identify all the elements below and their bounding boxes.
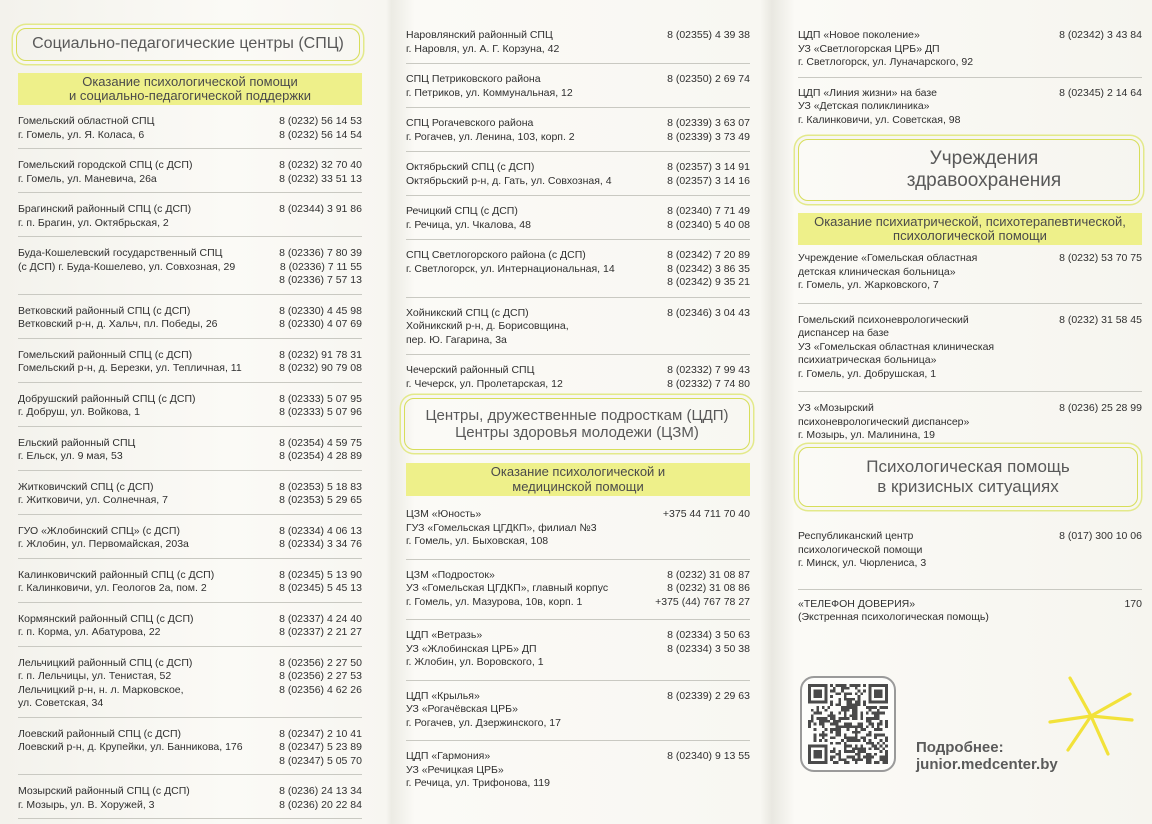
- entry-phones: [279, 159, 362, 186]
- list-item: [18, 515, 362, 559]
- list-item: [18, 559, 362, 603]
- phone-number[interactable]: 8 (02342) 3 86 35: [667, 262, 750, 275]
- entry-address: [406, 690, 667, 731]
- entry-address: [406, 73, 667, 100]
- entry-line: г. Гомель, ул. Маневича, 26а: [18, 172, 157, 185]
- entry-line: Гомельский городской СПЦ (с ДСП): [18, 159, 193, 171]
- entry-line: г. п. Корма, ул. Абатурова, 22: [18, 626, 161, 638]
- phone-number[interactable]: 8 (0232) 33 51 13: [279, 172, 362, 185]
- column-spc: [14, 0, 364, 824]
- entry-line: г. Гомель, ул. Добрушская, 1: [798, 367, 937, 380]
- list-item: [798, 29, 1142, 78]
- entry-line: г. Гомель, ул. Мазурова, 10в, корп. 1: [406, 595, 583, 608]
- spc-list-continued: [406, 29, 750, 399]
- phone-number[interactable]: 8 (02353) 5 18 83: [279, 480, 362, 493]
- phone-number[interactable]: 8 (0232) 31 58 45: [1059, 313, 1142, 326]
- entry-line: ГУО «Жлобинский СПЦ» (с ДСП): [18, 524, 180, 537]
- entry-line: Гомельский р-н, д. Березки, ул. Тепличная, 11: [18, 362, 242, 374]
- entry-phones: [667, 205, 750, 232]
- phone-number[interactable]: 8 (02356) 2 27 50: [279, 656, 362, 669]
- list-item: [406, 29, 750, 64]
- entry-phones: [279, 785, 362, 812]
- phone-number[interactable]: 8 (02354) 4 28 89: [279, 450, 362, 462]
- list-item: [406, 240, 750, 298]
- entry-line: Ельский районный СПЦ: [18, 436, 136, 449]
- entry-phones: [279, 613, 362, 640]
- entry-line: г. Рогачев, ул. Ленина, 103, корп. 2: [406, 130, 575, 143]
- crisis-list: [798, 530, 1142, 643]
- section-header-spc-text: Социально-педагогические центры (СПЦ): [32, 35, 344, 53]
- entry-phones: [279, 203, 362, 230]
- phone-number[interactable]: +375 (44) 767 78 27: [655, 595, 750, 608]
- phone-number[interactable]: 8 (02336) 7 57 13: [279, 274, 362, 286]
- phone-number[interactable]: 8 (0232) 32 70 40: [279, 159, 362, 171]
- entry-address: [18, 481, 279, 508]
- entry-address: [18, 247, 279, 288]
- entry-line: ЦЗМ «Подросток»: [406, 568, 495, 581]
- list-item: [406, 620, 750, 681]
- list-item: [406, 196, 750, 240]
- phone-number[interactable]: 8 (02342) 9 35 21: [667, 276, 750, 288]
- phone-number[interactable]: 8 (0236) 24 13 34: [279, 785, 362, 797]
- entry-phones: [279, 305, 362, 332]
- entry-line: Ветковский районный СПЦ (с ДСП): [18, 304, 191, 317]
- list-item: [798, 252, 1142, 304]
- entry-address: [18, 393, 279, 420]
- cdp-list-continued: [798, 29, 1142, 134]
- entry-phones: [1059, 314, 1142, 382]
- entry-address: [406, 117, 667, 144]
- entry-line: Речицкий СПЦ (с ДСП): [406, 205, 518, 217]
- entry-address: [18, 437, 279, 464]
- subheader-spc-line-2: и социально-педагогической поддержки: [69, 88, 311, 103]
- entry-phones: [1059, 530, 1142, 571]
- entry-line: ул. Советская, 34: [18, 697, 104, 709]
- phone-number[interactable]: 8 (02334) 3 34 76: [279, 538, 362, 550]
- entry-line: г. Петриков, ул. Коммунальная, 12: [406, 86, 573, 99]
- phone-number[interactable]: 8 (02332) 7 74 80: [667, 377, 750, 390]
- entry-phones: [1124, 598, 1142, 625]
- entry-line: Буда-Кошелевский государственный СПЦ: [18, 247, 223, 259]
- entry-phones: [279, 393, 362, 420]
- entry-address: [18, 305, 279, 332]
- entry-address: [406, 161, 667, 188]
- column-spc-continued: [402, 0, 754, 824]
- list-item: [18, 149, 362, 193]
- phone-number[interactable]: 8 (02336) 7 11 55: [279, 260, 362, 273]
- entry-line: УЗ «Жлобинская ЦРБ» ДП: [406, 642, 537, 655]
- entry-phones: [667, 307, 750, 348]
- entry-line: ЦДП «Новое поколение»: [798, 29, 920, 41]
- entry-line: г. Гомель, ул. Быховская, 108: [406, 535, 549, 547]
- list-item: [406, 681, 750, 742]
- entry-phones: [667, 249, 750, 290]
- entry-line: г. Светлогорск, ул. Интернациональная, 14: [406, 262, 615, 275]
- phone-number[interactable]: 8 (02334) 3 50 63: [667, 629, 750, 641]
- phone-number[interactable]: 170: [1124, 597, 1142, 610]
- list-item: [18, 427, 362, 471]
- entry-address: [406, 629, 667, 670]
- entry-line: СПЦ Петриковского района: [406, 73, 541, 85]
- entry-line: (Экстренная психологическая помощь): [798, 611, 989, 623]
- entry-address: [798, 598, 1124, 625]
- entry-line: г. п. Лельчицы, ул. Тенистая, 52: [18, 670, 172, 682]
- entry-line: Хойникский р-н, д. Борисовщина,: [406, 320, 569, 332]
- phone-number[interactable]: 8 (02336) 7 80 39: [279, 247, 362, 259]
- entry-line: Лоевский р-н, д. Крупейки, ул. Банникова, 176: [18, 741, 243, 753]
- phone-number[interactable]: 8 (02357) 3 14 91: [667, 161, 750, 173]
- phone-number[interactable]: 8 (02332) 7 99 43: [667, 364, 750, 376]
- entry-line: Лельчицкий районный СПЦ (с ДСП): [18, 656, 193, 669]
- entry-line: г. Гомель, ул. Жарковского, 7: [798, 279, 939, 291]
- list-item: [18, 237, 362, 295]
- entry-line: (с ДСП) г. Буда-Кошелево, ул. Совхозная, 29: [18, 260, 236, 273]
- entry-line: г. Житковичи, ул. Солнечная, 7: [18, 494, 168, 506]
- subheader-cdp: [406, 463, 750, 496]
- subheader-health: [798, 213, 1142, 245]
- entry-address: [18, 613, 279, 640]
- entry-phones: [279, 569, 362, 596]
- entry-phones: [279, 115, 362, 142]
- entry-line: УЗ «Рогачёвская ЦРБ»: [406, 703, 518, 715]
- subheader-health-line-2: психологической помощи: [893, 228, 1047, 243]
- list-item: [798, 530, 1142, 590]
- phone-number[interactable]: 8 (02333) 5 07 95: [279, 392, 362, 405]
- entry-address: [18, 203, 279, 230]
- list-item: [798, 590, 1142, 643]
- phone-number[interactable]: 8 (02330) 4 45 98: [279, 304, 362, 317]
- spc-list: [18, 115, 362, 819]
- entry-line: Учреждение «Гомельская областная: [798, 252, 978, 264]
- phone-number[interactable]: 8 (0232) 91 78 31: [279, 348, 362, 361]
- entry-line: Калинковичский районный СПЦ (с ДСП): [18, 568, 215, 581]
- entry-address: [18, 657, 279, 711]
- list-item: [406, 298, 750, 356]
- entry-phones: [1059, 87, 1142, 128]
- list-item: [18, 339, 362, 383]
- entry-phones: [1059, 402, 1142, 443]
- phone-number[interactable]: 8 (02345) 5 45 13: [279, 582, 362, 594]
- entry-line: УЗ «Речицкая ЦРБ»: [406, 763, 504, 776]
- entry-phones: [1059, 29, 1142, 70]
- phone-number[interactable]: 8 (0232) 31 08 87: [667, 568, 750, 581]
- phone-number[interactable]: 8 (0232) 53 70 75: [1059, 252, 1142, 264]
- more-info: [916, 739, 1058, 773]
- entry-line: ЦЗМ «Юность»: [406, 508, 482, 520]
- phone-number[interactable]: 8 (0232) 31 08 86: [667, 582, 750, 594]
- entry-address: [406, 307, 667, 348]
- entry-line: детская клиническая больница»: [798, 265, 956, 278]
- entry-line: г. Мозырь, ул. Малинина, 19: [798, 429, 935, 441]
- entry-line: СПЦ Рогачевского района: [406, 117, 534, 129]
- section-header-health-line-1: Учреждения: [929, 148, 1039, 170]
- entry-phones: [279, 481, 362, 508]
- list-item: [406, 508, 750, 560]
- phone-number[interactable]: 8 (02333) 5 07 96: [279, 406, 362, 418]
- list-item: [18, 775, 362, 819]
- phone-number[interactable]: 8 (02342) 7 20 89: [667, 249, 750, 261]
- list-item: [406, 560, 750, 621]
- list-item: [406, 108, 750, 152]
- entry-line: г. Мозырь, ул. В. Хоружей, 3: [18, 798, 155, 811]
- list-item: [18, 471, 362, 515]
- entry-line: г. Речица, ул. Трифонова, 119: [406, 777, 550, 789]
- entry-phones: [279, 437, 362, 464]
- phone-number[interactable]: 8 (02357) 3 14 16: [667, 174, 750, 187]
- entry-line: г. Калинковичи, ул. Советская, 98: [798, 113, 961, 126]
- phone-number[interactable]: 8 (02356) 4 62 26: [279, 683, 362, 696]
- entry-line: г. Гомель, ул. Я. Коласа, 6: [18, 128, 145, 141]
- entry-address: [406, 29, 667, 56]
- section-header-health-line-2: здравоохранения: [906, 170, 1062, 191]
- subheader-cdp-line-2: медицинской помощи: [512, 478, 644, 494]
- phone-number[interactable]: 8 (02347) 5 23 89: [279, 741, 362, 753]
- phone-number[interactable]: 8 (02353) 5 29 65: [279, 494, 362, 506]
- phone-number[interactable]: 8 (02330) 4 07 69: [279, 318, 362, 330]
- phone-number[interactable]: 8 (02342) 3 43 84: [1059, 29, 1142, 41]
- phone-number[interactable]: 8 (02355) 4 39 38: [667, 29, 750, 41]
- phone-number[interactable]: 8 (0236) 20 22 84: [279, 798, 362, 811]
- entry-line: Ветковский р-н, д. Хальч, пл. Победы, 26: [18, 318, 218, 330]
- section-header-crisis: [798, 447, 1138, 507]
- entry-line: психологической помощи: [798, 543, 923, 556]
- list-item: [18, 383, 362, 427]
- phone-number[interactable]: 8 (02347) 5 05 70: [279, 754, 362, 767]
- entry-address: [798, 402, 1059, 443]
- entry-line: Хойникский СПЦ (с ДСП): [406, 306, 529, 319]
- entry-line: УЗ «Гомельская областная клиническая: [798, 340, 995, 353]
- entry-line: психоневрологический диспансер»: [798, 415, 970, 428]
- entry-line: г. Чечерск, ул. Пролетарская, 12: [406, 377, 563, 390]
- phone-number[interactable]: 8 (02334) 4 06 13: [279, 524, 362, 537]
- list-item: [798, 78, 1142, 135]
- section-header-crisis-line-2: в кризисных ситуациях: [877, 477, 1059, 496]
- entry-phones: [667, 629, 750, 670]
- list-item: [798, 392, 1142, 453]
- entry-line: Наровлянский районный СПЦ: [406, 29, 553, 41]
- entry-line: диспансер на базе: [798, 327, 889, 339]
- subheader-spc-line-1: Оказание психологической помощи: [82, 73, 298, 89]
- phone-number[interactable]: 8 (02337) 2 21 27: [279, 626, 362, 638]
- entry-phones: [667, 117, 750, 144]
- phone-number[interactable]: 8 (02339) 2 29 63: [667, 689, 750, 702]
- entry-line: Кормянский районный СПЦ (с ДСП): [18, 612, 194, 625]
- phone-number[interactable]: 8 (0236) 25 28 99: [1059, 402, 1142, 414]
- section-header-cdp-line-1: Центры, дружественные подросткам (ЦДП): [425, 406, 729, 424]
- entry-address: [18, 525, 279, 552]
- entry-line: УЗ «Гомельская ЦГДКП», главный корпус: [406, 582, 609, 594]
- section-header-health: [798, 139, 1140, 201]
- entry-address: [406, 205, 667, 232]
- entry-line: г. Минск, ул. Чюрлениса, 3: [798, 557, 927, 569]
- entry-phones: [279, 657, 362, 711]
- entry-phones: [1059, 252, 1142, 293]
- entry-address: [406, 569, 655, 610]
- phone-number[interactable]: 8 (02339) 3 73 49: [667, 130, 750, 143]
- entry-line: Добрушский районный СПЦ (с ДСП): [18, 392, 196, 405]
- more-info-label: Подробнее:: [916, 739, 1004, 756]
- phone-number[interactable]: 8 (0232) 56 14 53: [279, 115, 362, 127]
- phone-number[interactable]: 8 (02339) 3 63 07: [667, 117, 750, 129]
- phone-number[interactable]: 8 (02346) 3 04 43: [667, 306, 750, 319]
- subheader-health-line-1: Оказание психиатрической, психотерапевтической,: [814, 213, 1126, 229]
- list-item: [18, 603, 362, 647]
- entry-line: УЗ «Детская поликлиника»: [798, 100, 930, 112]
- entry-address: [406, 750, 667, 791]
- entry-phones: [667, 161, 750, 188]
- entry-phones: [279, 349, 362, 376]
- entry-address: [798, 252, 1059, 293]
- list-item: [18, 115, 362, 149]
- entry-line: г. Рогачев, ул. Дзержинского, 17: [406, 716, 561, 729]
- entry-phones: [279, 525, 362, 552]
- list-item: [406, 741, 750, 801]
- phone-number[interactable]: 8 (02340) 7 71 49: [667, 205, 750, 217]
- entry-line: Гомельский областной СПЦ: [18, 115, 155, 127]
- entry-line: УЗ «Светлогорская ЦРБ» ДП: [798, 42, 940, 55]
- entry-phones: [667, 29, 750, 56]
- subheader-spc: [18, 73, 362, 105]
- phone-number[interactable]: 8 (0232) 56 14 54: [279, 128, 362, 141]
- entry-phones: [663, 508, 750, 549]
- phone-number[interactable]: 8 (02344) 3 91 86: [279, 203, 362, 215]
- entry-line: Мозырский районный СПЦ (с ДСП): [18, 785, 190, 797]
- entry-address: [406, 249, 667, 290]
- phone-number[interactable]: +375 44 711 70 40: [662, 508, 750, 520]
- entry-line: ЦДП «Ветразь»: [406, 629, 483, 641]
- entry-phones: [279, 247, 362, 288]
- entry-line: г. Жлобин, ул. Воровского, 1: [406, 656, 544, 668]
- entry-line: Гомельский психоневрологический: [798, 313, 969, 326]
- phone-number[interactable]: 8 (02334) 3 50 38: [667, 642, 750, 655]
- entry-line: СПЦ Светлогорского района (с ДСП): [406, 249, 586, 261]
- section-header-cdp-line-2: Центры здоровья молодежи (ЦЗМ): [455, 424, 699, 441]
- entry-phones: [667, 73, 750, 100]
- entry-line: Республиканский центр: [798, 530, 914, 542]
- list-item: [406, 152, 750, 196]
- entry-address: [798, 29, 1059, 70]
- phone-number[interactable]: 8 (02345) 2 14 64: [1059, 86, 1142, 99]
- entry-line: г. п. Брагин, ул. Октябрьская, 2: [18, 216, 169, 229]
- list-item: [18, 295, 362, 339]
- phone-number[interactable]: 8 (02354) 4 59 75: [279, 436, 362, 449]
- entry-line: Брагинский районный СПЦ (с ДСП): [18, 203, 192, 215]
- list-item: [18, 193, 362, 237]
- entry-line: Лоевский районный СПЦ (с ДСП): [18, 727, 182, 740]
- list-item: [406, 64, 750, 108]
- phone-number[interactable]: 8 (02345) 5 13 90: [279, 568, 362, 581]
- entry-address: [406, 508, 663, 549]
- entry-line: Чечерский районный СПЦ: [406, 364, 535, 376]
- entry-address: [798, 530, 1059, 571]
- entry-line: г. Наровля, ул. А. Г. Корзуна, 42: [406, 42, 560, 55]
- entry-phones: [279, 728, 362, 769]
- entry-phones: [667, 750, 750, 791]
- phone-number[interactable]: 8 (02337) 4 24 40: [279, 612, 362, 625]
- entry-phones: [667, 364, 750, 391]
- phone-number[interactable]: 8 (017) 300 10 06: [1059, 530, 1142, 542]
- entry-line: ЦДП «Гармония»: [406, 750, 491, 762]
- entry-line: пер. Ю. Гагарина, 3а: [406, 333, 507, 346]
- entry-address: [18, 728, 279, 769]
- section-header-crisis-line-1: Психологическая помощь: [866, 457, 1070, 477]
- entry-phones: [667, 690, 750, 731]
- list-item: [406, 355, 750, 399]
- entry-phones: [655, 569, 750, 610]
- health-list: [798, 252, 1142, 453]
- section-header-spc: [16, 28, 360, 61]
- entry-address: [798, 314, 1059, 382]
- entry-line: г. Речица, ул. Чкалова, 48: [406, 218, 531, 231]
- phone-number[interactable]: 8 (0232) 90 79 08: [279, 362, 362, 374]
- list-item: [18, 718, 362, 776]
- entry-line: г. Добруш, ул. Войкова, 1: [18, 406, 140, 418]
- phone-number[interactable]: 8 (02356) 2 27 53: [279, 670, 362, 682]
- entry-address: [18, 349, 279, 376]
- qr-code-icon[interactable]: [800, 676, 896, 772]
- entry-line: Октябрьский р-н, д. Гать, ул. Совхозная, 4: [406, 174, 612, 187]
- phone-number[interactable]: 8 (02340) 5 40 08: [667, 218, 750, 231]
- entry-line: Лельчицкий р-н, н. л. Марковское,: [18, 683, 184, 696]
- entry-line: Гомельский районный СПЦ (с ДСП): [18, 348, 193, 361]
- subheader-cdp-line-1: Оказание психологической и: [490, 464, 666, 480]
- entry-line: г. Калинковичи, ул. Геологов 2а, пом. 2: [18, 582, 207, 594]
- entry-address: [18, 785, 279, 812]
- entry-line: г. Светлогорск, ул. Луначарского, 92: [798, 56, 974, 68]
- entry-line: психиатрическая больница»: [798, 354, 937, 366]
- entry-address: [18, 569, 279, 596]
- list-item: [798, 304, 1142, 393]
- phone-number[interactable]: 8 (02347) 2 10 41: [279, 727, 362, 740]
- phone-number[interactable]: 8 (02350) 2 69 74: [667, 73, 750, 85]
- entry-line: ЦДП «Линия жизни» на базе: [798, 86, 937, 99]
- entry-line: «ТЕЛЕФОН ДОВЕРИЯ»: [798, 597, 916, 610]
- entry-address: [798, 87, 1059, 128]
- phone-number[interactable]: 8 (02340) 9 13 55: [667, 750, 750, 762]
- entry-line: ЦДП «Крылья»: [406, 689, 480, 702]
- entry-address: [406, 364, 667, 391]
- entry-address: [18, 159, 279, 186]
- entry-address: [18, 115, 279, 142]
- cdp-list: [406, 508, 750, 801]
- entry-line: Октябрьский СПЦ (с ДСП): [406, 161, 535, 173]
- section-header-cdp: [404, 398, 750, 450]
- entry-line: г. Жлобин, ул. Первомайская, 203а: [18, 538, 189, 550]
- entry-line: УЗ «Мозырский: [798, 402, 874, 414]
- sunburst-star-icon: [1048, 676, 1134, 756]
- list-item: [18, 647, 362, 718]
- entry-line: Житковичский СПЦ (с ДСП): [18, 480, 154, 493]
- entry-line: г. Ельск, ул. 9 мая, 53: [18, 450, 123, 462]
- more-info-url[interactable]: junior.medcenter.by: [916, 756, 1058, 773]
- entry-line: ГУЗ «Гомельская ЦГДКП», филиал №3: [406, 521, 597, 534]
